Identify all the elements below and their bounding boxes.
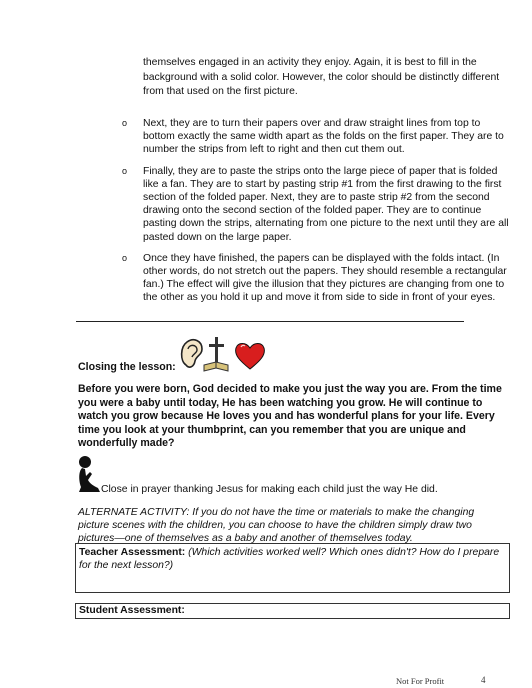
teacher-assessment-label: Teacher Assessment:	[79, 547, 186, 558]
bullet-marker: o	[122, 252, 128, 263]
praying-child-icon	[76, 454, 102, 494]
ear-icon	[182, 340, 202, 367]
prayer-instruction: Close in prayer thanking Jesus for making each child just the way He did.	[101, 484, 438, 495]
step-text: Next, they are to turn their papers over and draw straight lines from top to bottom exactly the same width apart as the folds on the first paper. They are to number the strips from left to right and then cut them out.	[143, 118, 504, 156]
activity-continued-text: themselves engaged in an activity they enjoy. Again, it is best to fill in the background with a solid color. However, the color should be distinctly different from that used on the first picture.	[143, 57, 500, 98]
step-text: Finally, they are to paste the strips onto the large piece of paper that is folded like a fan. They are to start by pasting strip #1 from the first drawing to the first section of the folded paper. Next, they are to paste strip #2 from the second drawing onto the second section of the folded paper. They are to continue pasting down the strips, alternating from one picture to the next until they are all pasted down on the large paper.	[143, 165, 509, 243]
list-item	[122, 165, 514, 244]
list-item	[122, 117, 514, 157]
bullet-marker: o	[122, 165, 128, 176]
page-number: 4	[481, 675, 486, 685]
section-divider	[76, 321, 464, 322]
bullet-marker: o	[122, 118, 128, 128]
step-text: Once they have finished, the papers can be displayed with the folds intact. (In other words, do not stretch out the papers. They should resemble a rectangular fan.) The effect will give the illusion that they pictures are changing from one to the other as you hold it up and move it from side to side in front of your eyes.	[143, 252, 507, 304]
closing-message: Before you were born, God decided to make you just the way you are. From the time you were a baby until today, He has been watching you grow. He will continue to watch you grow because He loves you and has wonderful plans for your life. Every time you look at your thumbprint, can you remember that you are unique and wonderfully made?	[78, 383, 502, 450]
cross-bible-icon	[204, 337, 228, 371]
alternate-activity: ALTERNATE ACTIVITY: If you do not have the time or materials to make the changing picture scenes with the children, you can choose to have the children simply draw two pictures—one of themselves as a baby and another of themselves today.	[78, 507, 475, 545]
student-assessment-box[interactable]	[75, 603, 510, 619]
heart-icon	[236, 344, 265, 370]
closing-icons	[178, 335, 268, 375]
teacher-assessment-prompt: (Which activities worked well? Which ones didn't? How do I prepare for the next lesson?)	[79, 547, 500, 571]
teacher-assessment-box[interactable]	[75, 543, 510, 593]
student-assessment-label: Student Assessment:	[79, 605, 185, 616]
closing-heading: Closing the lesson:	[78, 361, 176, 373]
footer-text: Not For Profit	[396, 676, 445, 686]
list-item	[122, 252, 514, 305]
activity-steps-list	[122, 117, 514, 313]
